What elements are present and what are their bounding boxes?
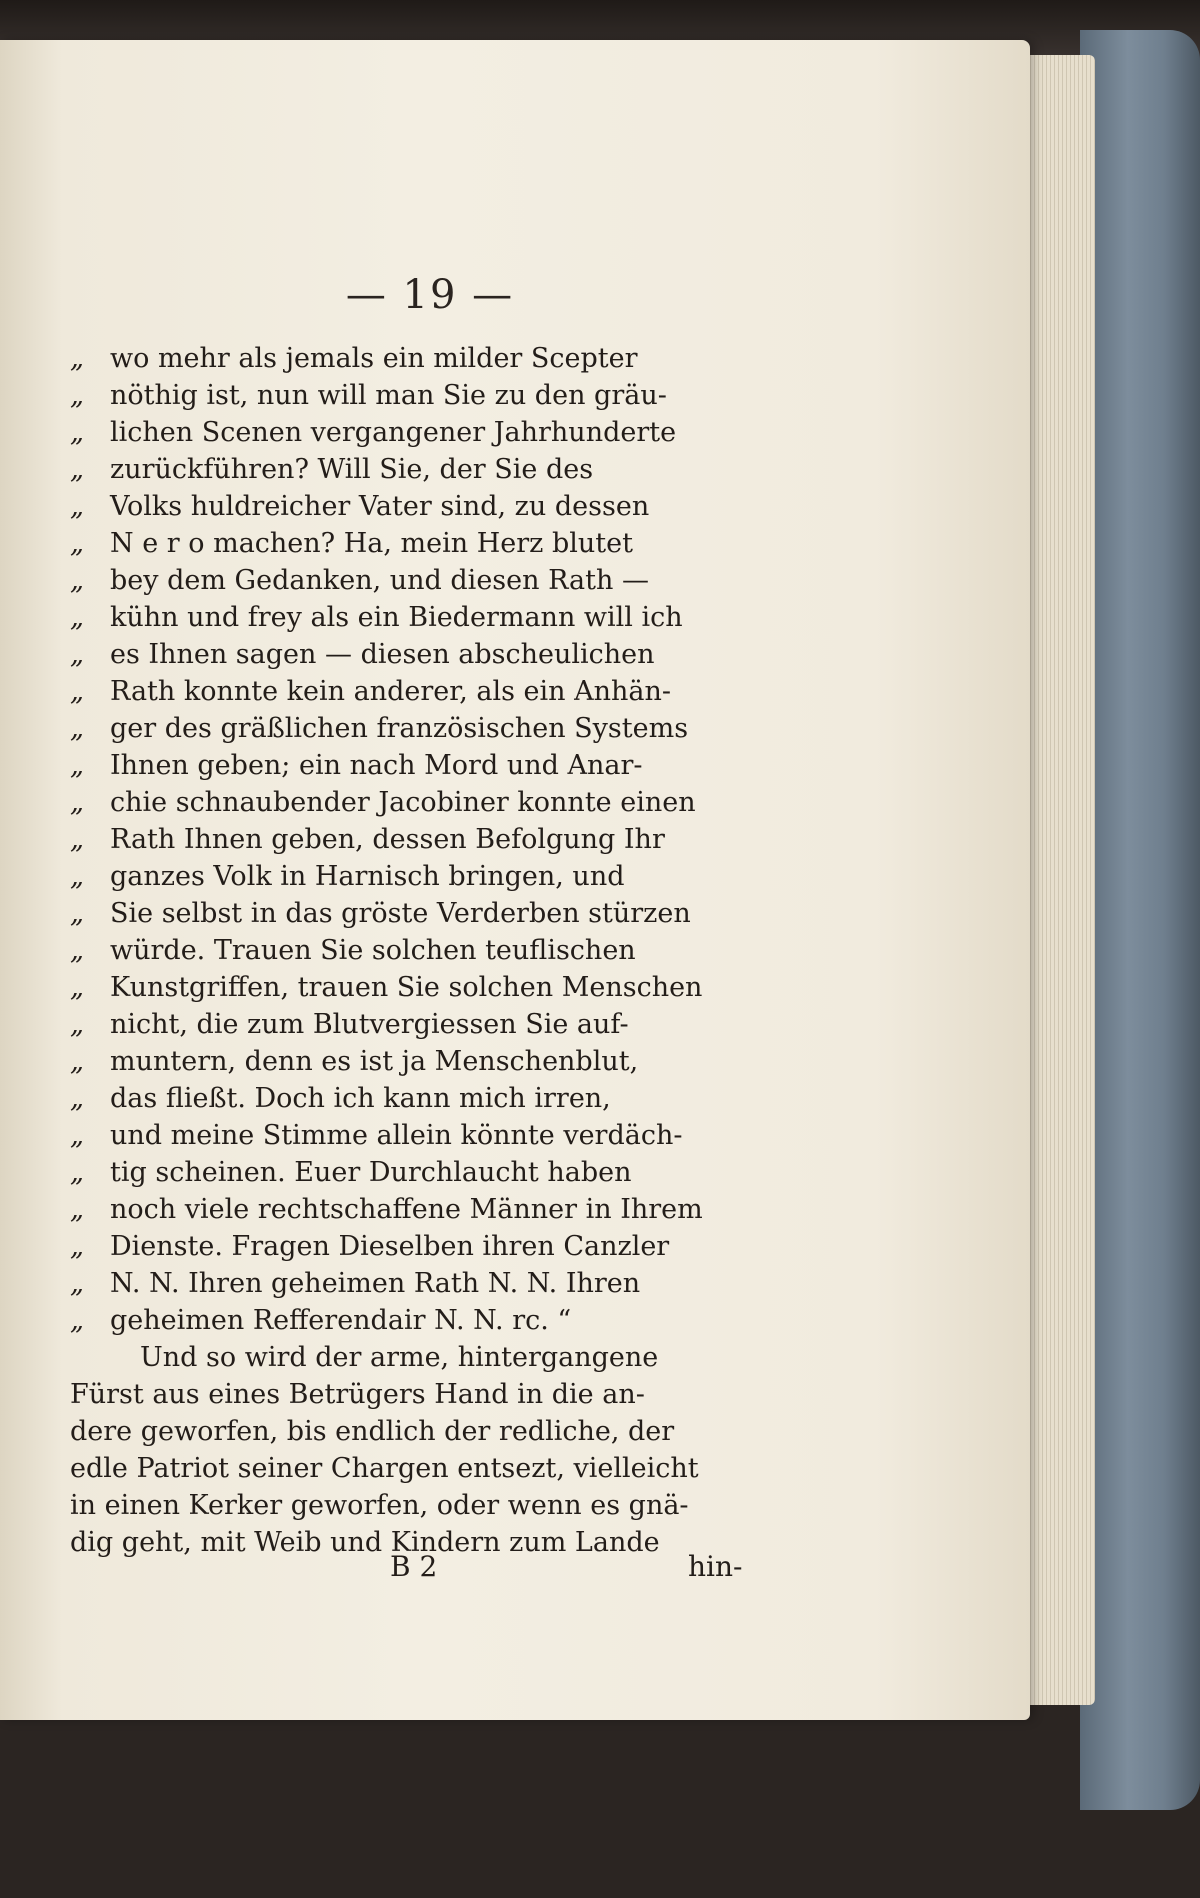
quoted-line xyxy=(70,821,770,858)
quote-mark: „ xyxy=(70,491,84,522)
quoted-line xyxy=(70,451,770,488)
quoted-line xyxy=(70,710,770,747)
line-text: dere geworfen, bis endlich der redliche, der xyxy=(70,1416,675,1447)
quoted-line xyxy=(70,747,770,784)
quote-mark: „ xyxy=(70,639,84,670)
quoted-line xyxy=(70,1265,770,1302)
quote-mark: „ xyxy=(70,824,84,855)
quote-mark: „ xyxy=(70,565,84,596)
quote-mark: „ xyxy=(70,1231,84,1262)
line-text: Dienste. Fragen Dieselben ihren Canzler xyxy=(110,1231,670,1262)
quote-mark: „ xyxy=(70,1120,84,1151)
quoted-line xyxy=(70,1191,770,1228)
quoted-line xyxy=(70,377,770,414)
page-number: — 19 — xyxy=(345,272,515,318)
quote-mark: „ xyxy=(70,1046,84,1077)
line-text: Rath konnte kein anderer, als ein Anhän- xyxy=(110,676,672,707)
quoted-line xyxy=(70,1080,770,1117)
line-text: bey dem Gedanken, und diesen Rath — xyxy=(110,565,649,596)
line-text: in einen Kerker geworfen, oder wenn es gnä- xyxy=(70,1490,689,1521)
line-text: Volks huldreicher Vater sind, zu dessen xyxy=(110,491,650,522)
quote-mark: „ xyxy=(70,935,84,966)
book-cover-right xyxy=(1080,30,1200,1810)
paragraph-line xyxy=(70,1450,770,1487)
paragraph-line xyxy=(70,1413,770,1450)
paragraph-line xyxy=(70,1487,770,1524)
line-text: muntern, denn es ist ja Menschenblut, xyxy=(110,1046,639,1077)
quoted-line xyxy=(70,1006,770,1043)
line-text: es Ihnen sagen — diesen abscheulichen xyxy=(110,639,655,670)
line-text: Ihnen geben; ein nach Mord und Anar- xyxy=(110,750,643,781)
quoted-line xyxy=(70,599,770,636)
line-text: N e r o machen? Ha, mein Herz blutet xyxy=(110,528,633,559)
quoted-line xyxy=(70,969,770,1006)
quote-mark: „ xyxy=(70,1194,84,1225)
quote-mark: „ xyxy=(70,1305,84,1336)
quote-mark: „ xyxy=(70,343,84,374)
quote-mark: „ xyxy=(70,1083,84,1114)
paragraph-line xyxy=(70,1339,770,1376)
line-text: kühn und frey als ein Biedermann will ich xyxy=(110,602,683,633)
quote-mark: „ xyxy=(70,454,84,485)
line-text: zurückführen? Will Sie, der Sie des xyxy=(110,454,594,485)
signature-mark: B 2 xyxy=(390,1550,438,1583)
quote-mark: „ xyxy=(70,972,84,1003)
line-text: N. N. Ihren geheimen Rath N. N. Ihren xyxy=(110,1268,641,1299)
book-page xyxy=(0,40,1030,1720)
line-text: ger des gräßlichen französischen Systems xyxy=(110,713,689,744)
quote-mark: „ xyxy=(70,1268,84,1299)
quote-mark: „ xyxy=(70,861,84,892)
line-text: Rath Ihnen geben, dessen Befolgung Ihr xyxy=(110,824,665,855)
quoted-line xyxy=(70,414,770,451)
quote-mark: „ xyxy=(70,676,84,707)
line-text: Fürst aus eines Betrügers Hand in die an- xyxy=(70,1379,645,1410)
quote-mark: „ xyxy=(70,528,84,559)
quote-mark: „ xyxy=(70,750,84,781)
line-text: würde. Trauen Sie solchen teuflischen xyxy=(110,935,636,966)
line-text: chie schnaubender Jacobiner konnte einen xyxy=(110,787,696,818)
quoted-line xyxy=(70,1117,770,1154)
line-text: dig geht, mit Weib und Kindern zum Lande xyxy=(70,1527,660,1558)
paragraph-line xyxy=(70,1376,770,1413)
quoted-line xyxy=(70,525,770,562)
line-text: lichen Scenen vergangener Jahrhunderte xyxy=(110,417,677,448)
quoted-line xyxy=(70,488,770,525)
quote-mark: „ xyxy=(70,417,84,448)
quoted-line xyxy=(70,1302,770,1339)
line-text: Und so wird der arme, hintergangene xyxy=(140,1342,659,1373)
catchword: hin- xyxy=(688,1550,743,1583)
line-text: nicht, die zum Blutvergiessen Sie auf- xyxy=(110,1009,629,1040)
line-text: wo mehr als jemals ein milder Scepter xyxy=(110,343,638,374)
line-text: das fließt. Doch ich kann mich irren, xyxy=(110,1083,611,1114)
quoted-line xyxy=(70,858,770,895)
line-text: noch viele rechtschaffene Männer in Ihrem xyxy=(110,1194,703,1225)
quote-mark: „ xyxy=(70,898,84,929)
line-text: edle Patriot seiner Chargen entsezt, vielleicht xyxy=(70,1453,699,1484)
quote-mark: „ xyxy=(70,380,84,411)
quoted-line xyxy=(70,784,770,821)
line-text: Sie selbst in das gröste Verderben stürzen xyxy=(110,898,691,929)
quoted-line xyxy=(70,562,770,599)
quote-mark: „ xyxy=(70,1157,84,1188)
text-block xyxy=(70,340,770,1561)
quoted-line xyxy=(70,1228,770,1265)
quoted-line xyxy=(70,636,770,673)
quoted-line xyxy=(70,1043,770,1080)
quote-mark: „ xyxy=(70,713,84,744)
quoted-line xyxy=(70,673,770,710)
quote-mark: „ xyxy=(70,602,84,633)
quote-mark: „ xyxy=(70,787,84,818)
line-text: Kunstgriffen, trauen Sie solchen Menschen xyxy=(110,972,703,1003)
quote-mark: „ xyxy=(70,1009,84,1040)
line-text: nöthig ist, nun will man Sie zu den gräu- xyxy=(110,380,667,411)
quoted-line xyxy=(70,1154,770,1191)
line-text: tig scheinen. Euer Durchlaucht haben xyxy=(110,1157,632,1188)
line-text: und meine Stimme allein könnte verdäch- xyxy=(110,1120,683,1151)
line-text: ganzes Volk in Harnisch bringen, und xyxy=(110,861,625,892)
quoted-line xyxy=(70,932,770,969)
quoted-line xyxy=(70,340,770,377)
quoted-line xyxy=(70,895,770,932)
line-text: geheimen Refferendair N. N. rc. “ xyxy=(110,1305,572,1336)
